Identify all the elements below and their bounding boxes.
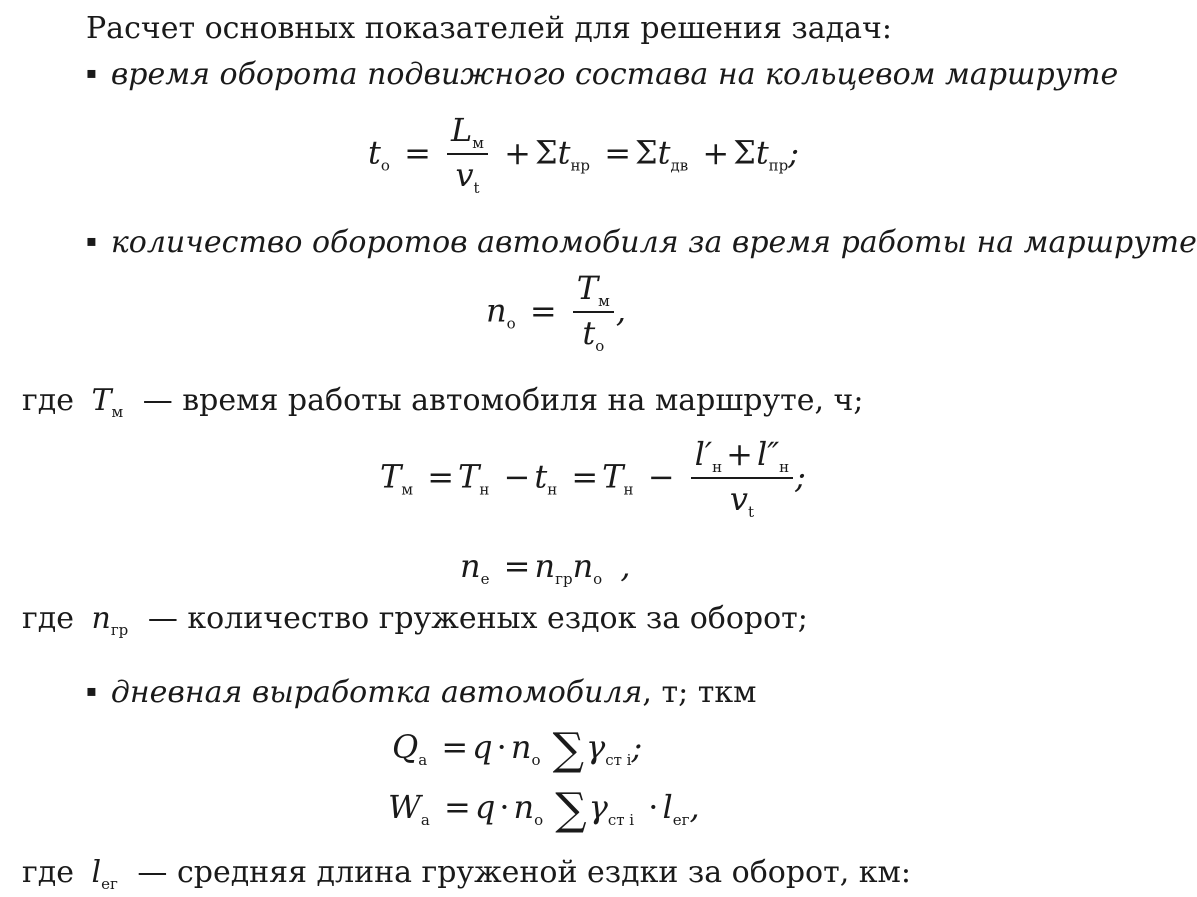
formula-turnover-time: $t_o$ = $\frac{L_м}{v_t}$ + $\Sigma t_{нр} = \Sigma t_{дв} + \Sigma t_{пр}$;	[368, 111, 800, 197]
bullet-icon: ▪	[86, 681, 97, 700]
note-3: где $l_{ег}$ — средняя длина груженой ездки за оборот, км:	[22, 855, 911, 893]
bullet-icon: ▪	[86, 231, 97, 250]
formula-trips: $n_e = n_{гр}n_o$ ,	[460, 547, 631, 588]
bullet-item-2: ▪ количество оборотов автомобиля за время работы на маршруте	[86, 225, 1197, 260]
formula-turnover-count: $n_o$ = $\frac{T_м}{t_o}$ ,	[486, 269, 626, 355]
bullet-item-1: ▪ время оборота подвижного состава на кольцевом маршруте	[86, 57, 1119, 92]
bullet-item-3: ▪ дневная выработка автомобиля, т; ткм	[86, 675, 757, 710]
formula-daily-output-q: $Q_a = q \cdot n_o$ $\sum\gamma_{ст i}$;	[392, 724, 643, 775]
fraction: $\frac{L_м}{v_t}$	[447, 114, 488, 196]
fraction: $\frac{l'_н + l''_н}{v_t}$	[691, 438, 794, 520]
formula-daily-output-w: $W_a = q \cdot n_o$ $\sum\gamma_{ст i} \cdot l_{ег}$,	[388, 784, 700, 835]
fraction: $\frac{T_м}{t_o}$	[573, 272, 614, 354]
note-2: где $n_{гр}$ — количество груженых ездок за оборот;	[22, 601, 808, 639]
page-title: Расчет основных показателей для решения задач:	[86, 11, 892, 46]
bullet-icon: ▪	[86, 63, 97, 82]
formula-route-time: $T_м = T_н - t_н = T_н$ − $\frac{l'_н + l''_н}{v_t}$ ;	[380, 435, 806, 521]
note-1: где $T_м$ — время работы автомобиля на маршруте, ч;	[22, 383, 864, 421]
